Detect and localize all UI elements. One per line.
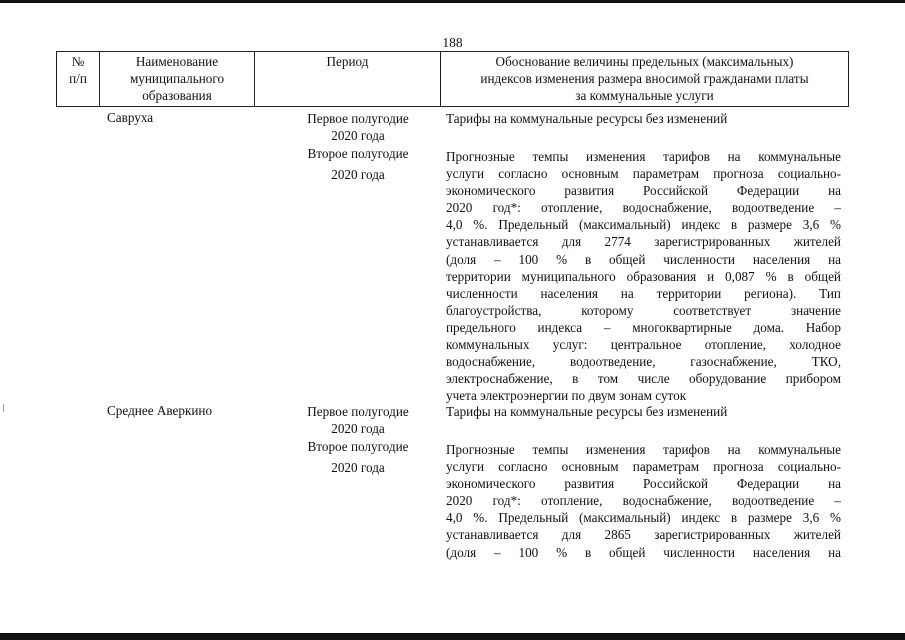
scan-bottom-border (0, 633, 905, 640)
text-line: устанавливается для 2774 зарегистрированных жителей (446, 234, 841, 250)
text-line: (доля – 100 % в общей численности населения на (446, 251, 841, 267)
period-line: Второе полугодие (307, 146, 409, 161)
municipality-name: Среднее Аверкино (107, 403, 213, 418)
text-line: территории муниципального образования и 0,087 % в общей (446, 268, 841, 284)
scan-margin-mark (3, 404, 4, 412)
table-header (56, 51, 849, 107)
header-number-line: п/п (69, 71, 87, 86)
text-line: 4,0 %. Предельный (максимальный) индекс в размере 3,6 % (446, 217, 841, 233)
justification-text (446, 148, 841, 404)
header-name-cell (99, 52, 254, 106)
text-line: электроснабжение, в том числе оборудование прибором (446, 371, 841, 387)
text-line: коммунальных услуг: центральное отопление, холодное (446, 337, 841, 353)
scan-top-border (0, 0, 905, 3)
period-second-half (288, 145, 428, 183)
text-line: благоустройства, которому соответствует значение (446, 302, 841, 318)
period-line: Второе полугодие (307, 439, 409, 454)
text-line: 4,0 %. Предельный (максимальный) индекс в размере 3,6 % (446, 510, 841, 526)
text-line: 2020 год*: отопление, водоснабжение, водоотведение – (446, 200, 841, 216)
period-line: 2020 года (331, 460, 385, 475)
period-first-half (288, 110, 428, 144)
header-name-line: образования (142, 88, 212, 103)
page-number: 188 (442, 35, 463, 50)
period-second-half (288, 438, 428, 476)
text-line: водоснабжение, водоотведение, газоснабжение, ТКО, (446, 354, 841, 370)
header-justification-cell (440, 52, 849, 106)
justification-no-change: Тарифы на коммунальные ресурсы без изменений (446, 404, 728, 419)
period-line: 2020 года (331, 421, 385, 436)
justification-text (446, 441, 841, 561)
text-line: Прогнозные темпы изменения тарифов на коммунальные (446, 149, 841, 164)
header-number-cell (56, 52, 99, 106)
period-first-half (288, 403, 428, 437)
header-name-line: Наименование (135, 54, 219, 69)
header-number-line: № (71, 54, 85, 69)
period-line: 2020 года (331, 128, 385, 143)
header-period-cell (254, 52, 440, 106)
text-line: услуги согласно основным параметрам прогноза социально- (446, 166, 841, 182)
header-name-line: муниципального (129, 71, 225, 86)
header-period-line: Период (326, 54, 369, 69)
text-line: учета электроэнергии по двум зонам суток (446, 388, 687, 404)
text-line: устанавливается для 2865 зарегистрированных жителей (446, 527, 841, 543)
period-line: Первое полугодие (307, 111, 409, 126)
period-line: 2020 года (331, 167, 385, 182)
text-line: экономического развития Российской Федерации на (446, 476, 841, 492)
header-justification-line: Обоснование величины предельных (максимальных) (495, 54, 794, 69)
text-line: экономического развития Российской Федерации на (446, 183, 841, 199)
text-line: численности населения на территории региона). Тип (446, 285, 841, 301)
text-line: услуги согласно основным параметрам прогноза социально- (446, 459, 841, 475)
text-line: 2020 год*: отопление, водоснабжение, водоотведение – (446, 493, 841, 509)
municipality-name: Савруха (107, 110, 154, 125)
text-line: (доля – 100 % в общей численности населения на (446, 544, 841, 560)
justification-no-change: Тарифы на коммунальные ресурсы без изменений (446, 111, 728, 126)
period-line: Первое полугодие (307, 404, 409, 419)
header-justification-line: за коммунальные услуги (575, 88, 714, 103)
header-justification-line: индексов изменения размера вносимой гражданами платы (480, 71, 809, 86)
text-line: Прогнозные темпы изменения тарифов на коммунальные (446, 442, 841, 457)
text-line: предельного индекса – многоквартирные дома. Набор (446, 319, 841, 335)
